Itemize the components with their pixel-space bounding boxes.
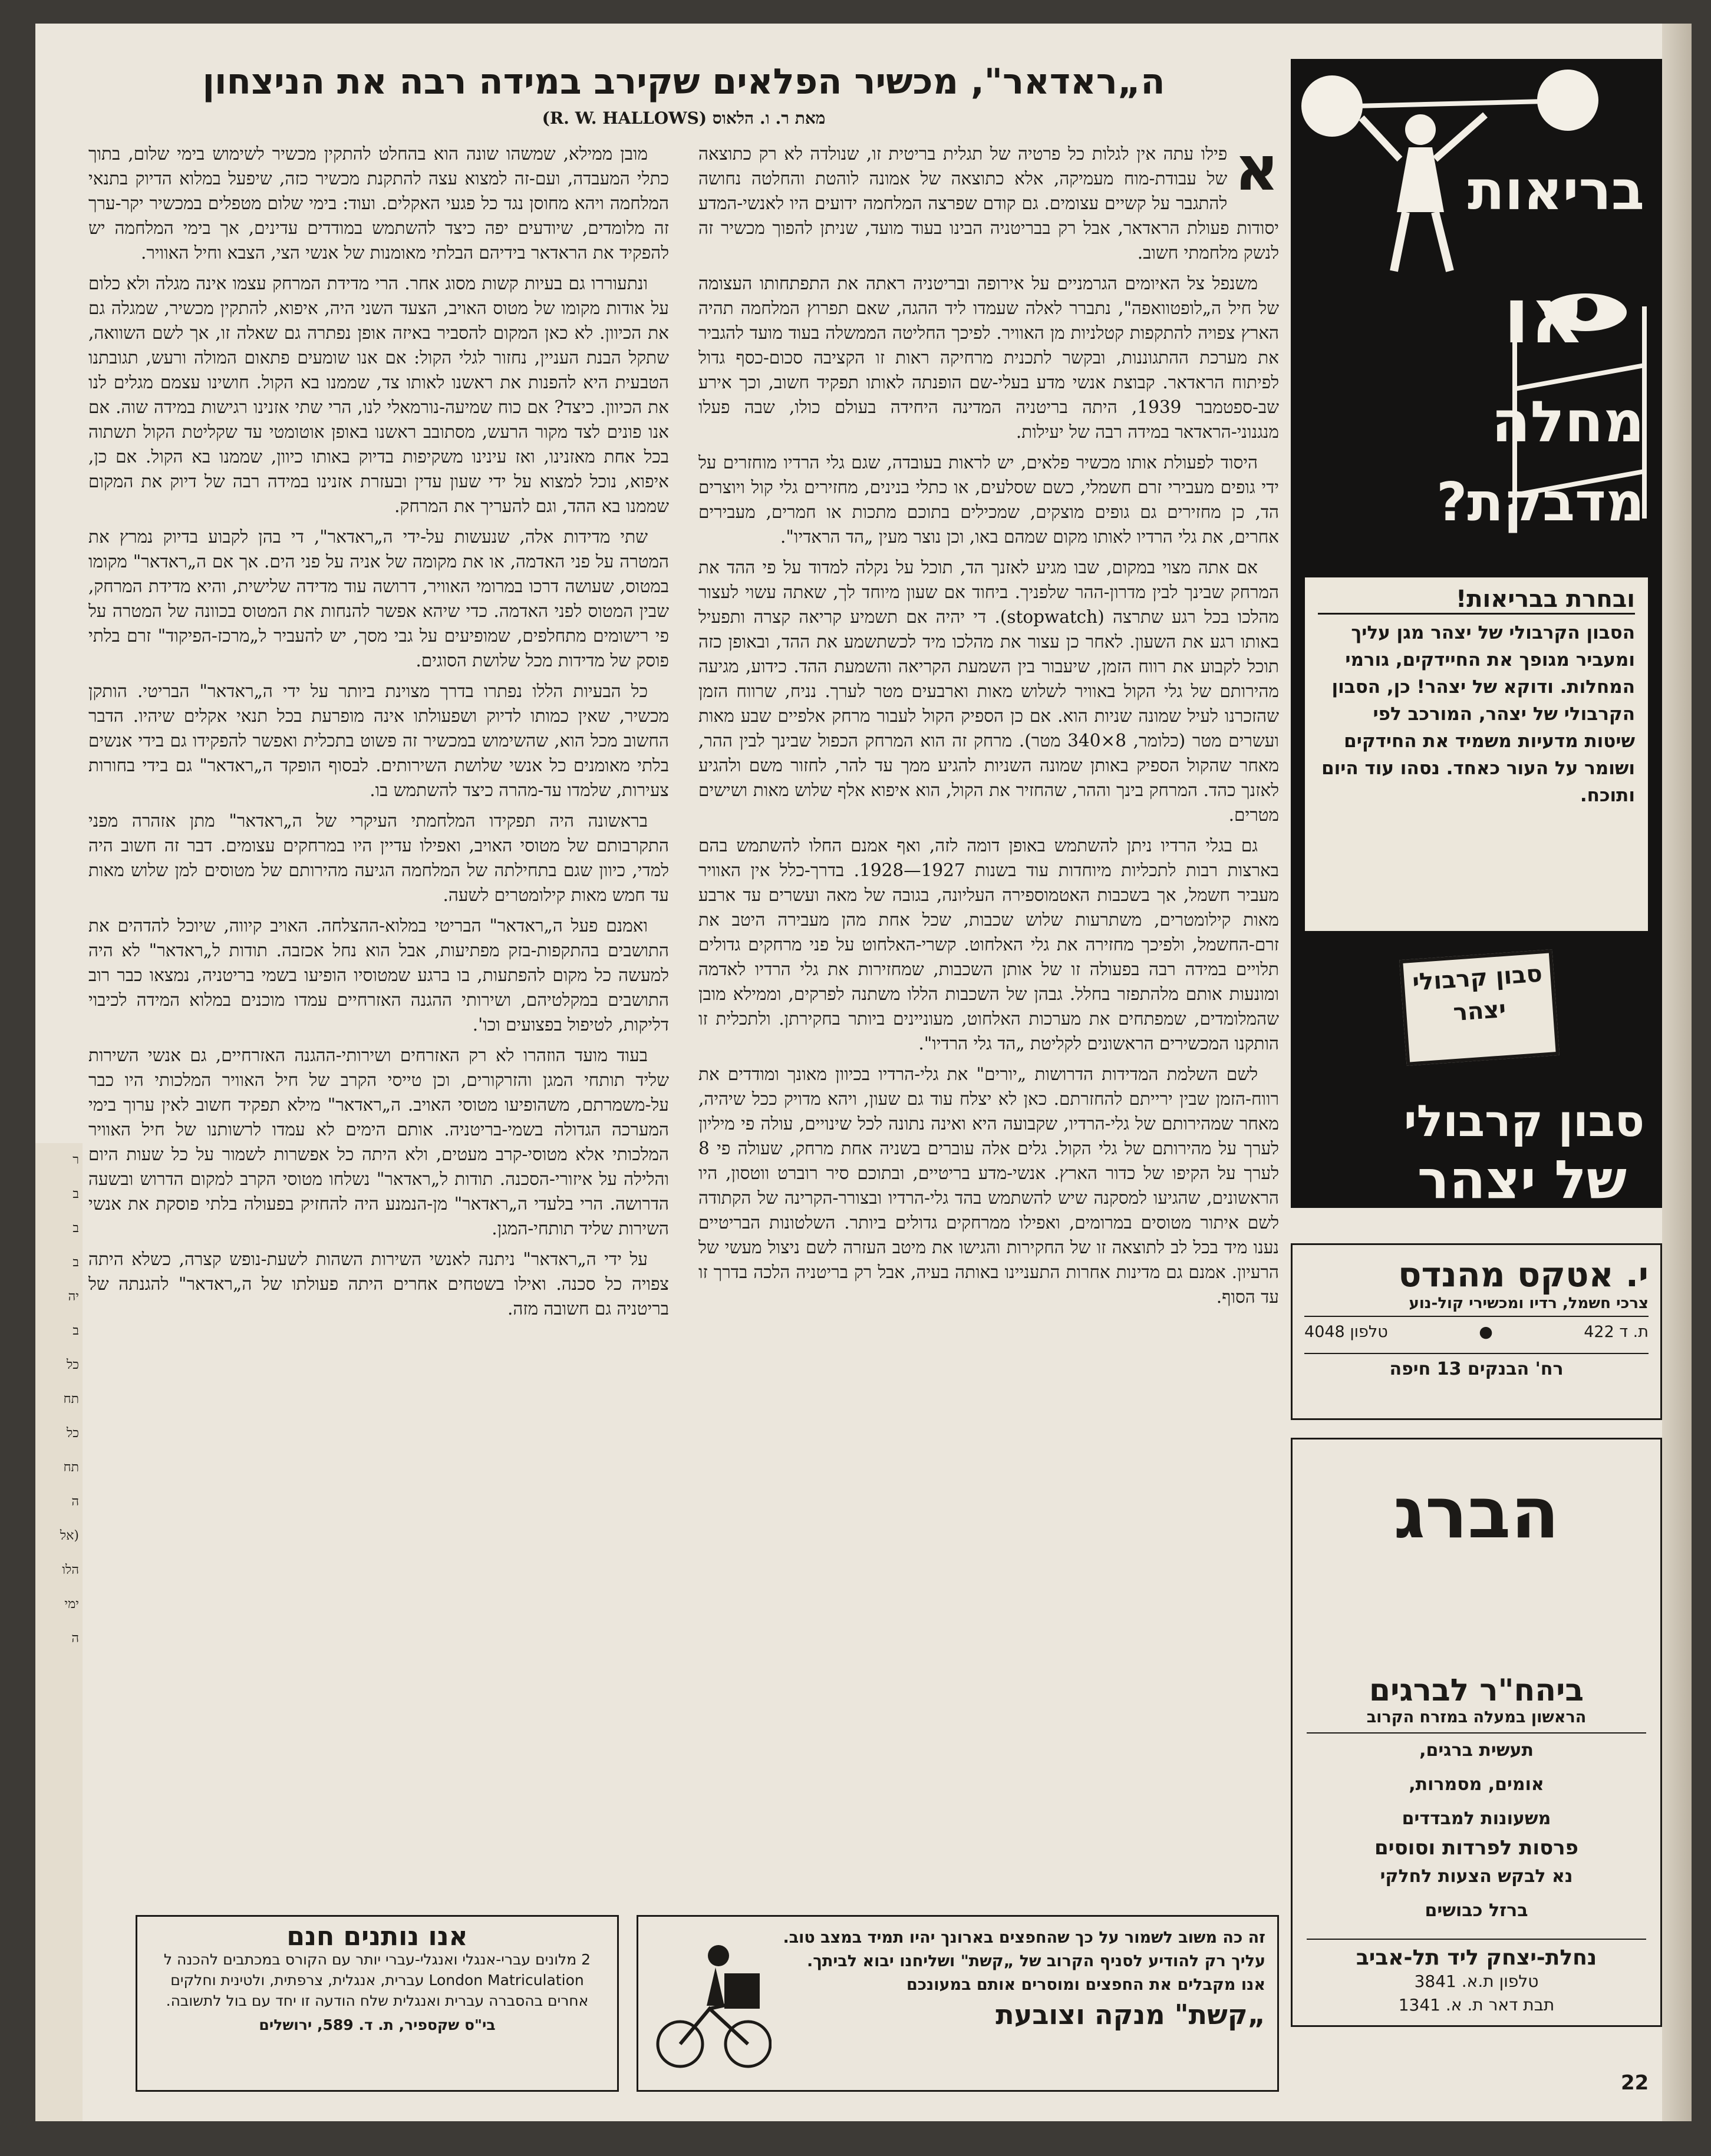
atex-services: צרכי חשמל, רדיו ומכשירי קול-נוע xyxy=(1304,1295,1649,1317)
soap-headline-3: מחלה xyxy=(1491,389,1644,455)
atex-pobox: ת. ד 422 xyxy=(1584,1323,1649,1341)
offer-title: אנו נותנים חנם xyxy=(286,1921,468,1952)
margin-fragment: כל xyxy=(66,1358,79,1372)
soap-headline-4: מדבקת? xyxy=(1436,471,1644,533)
drop-cap: א xyxy=(1234,141,1279,204)
article-paragraph: פילו עתה אין לגלות כל פרטיה של תגלית בריטית זו, שנולדה לא רק כתוצאה של עבודת-מוח מעמיקה, אלא כתוצאה של אמונה לוהטת והחלטה נחושה להתגבר על קשיים עצומים. גם קודם שפרצה המלחמה ידועים היו לאנשי-המדע יסודות פעולת הראדאר, אבל רק בבריטניה הבינו בעוד מועד, שניתן להפוך מכשיר זה לנשק מלחמתי חשוב. xyxy=(698,144,1279,263)
ads-sidebar xyxy=(1291,59,1662,2062)
soap-brand-line-1: סבון קרבולי xyxy=(1403,1096,1644,1147)
bullet-icon: ● xyxy=(1479,1323,1493,1341)
keshet-cleaners-ad xyxy=(637,1915,1279,2092)
soap-headline-1: בריאות xyxy=(1468,159,1644,222)
soap-box-title: ובחרת בבריאות! xyxy=(1318,586,1635,615)
column-left xyxy=(88,141,669,1944)
article-paragraph: היסוד לפעולת אותו מכשיר פלאים, יש לראות בעובדה, שגם גלי הרדיו מוחזרים על ידי גופים מעבירי זרם חשמלי, כשם שסלעים, או כתלי בנינים, מחזירים גלי קול ויוצרים הד, כן מחזירים גם גופים מוצקים, שמכילים בתוכם מתכות או חמרים, מעבירים אחרים, את גלי הרדיו לאותו מקום שמהם באו, וכן נוצר מעין „הד הראדיו". xyxy=(698,453,1279,547)
article-paragraph: בעוד מועד הוזהרו לא רק האזרחים ושירותי-ההגנה האזרחיים, גם אנשי השירות שליד תותחי המגן והזרקורים, וכן טייסי הקרב של חיל האוויר המלכותי היו כבר על-משמרתם, משהופיעו מטוסי האויב. ה„ראדאר" מילא תפקיד חשוב לאין ערוך בימי המערכה הגדולה בשמי-בריטניה. אותם הימים לא עמדו לרשותנו של חיל האוויר המלכותי אלא מטוסי-קרב מעטים, ולא היתה כל אפשרות לשמור על כל שעות היום והלילה על איזורי-הסכנה. תודות ל„ראדאר" נשלחו מטוסי הקרב למקום הדרוש ובשעה הדרושה. הרי בלעדי ה„ראדאר" מן-הנמנע היה להחזיק בפעולה בלתי פוסקת את אנשי השירות שליד תותחי-המגן. xyxy=(88,1045,669,1239)
headline: ה„ראדאר", מכשיר הפלאים שקירב במידה רבה את הניצחון xyxy=(202,61,1165,103)
atex-engineer-ad xyxy=(1291,1243,1662,1420)
column-right xyxy=(698,141,1279,1944)
bergi-address: נחלת-יצחק ליד תל-אביב xyxy=(1307,1939,1646,1970)
bergi-line-5: נא לבקש הצעות לחלקי xyxy=(1380,1866,1573,1887)
page-edge xyxy=(1662,24,1692,2121)
atex-address: רח' הבנקים 13 חיפה xyxy=(1304,1353,1649,1379)
bergi-phone: טלפון ת.א. 3841 xyxy=(1414,1972,1539,1991)
soap-copy-box xyxy=(1305,577,1648,931)
margin-fragment: (אל xyxy=(60,1528,79,1543)
soap-headline-2: או xyxy=(1503,271,1585,361)
keshet-slogan: „קשת" מנקה וצובעת xyxy=(995,1999,1265,2030)
article-paragraph: בראשונה היה תפקידו המלחמתי העיקרי של ה„ראדאר" מתן אזהרה מפני התקרבותם של מטוסי האויב, ואפילו עדיין היו במרחקים עצומים. דבר זה חשוב היה למדי, כיוון שגם בתחילתה של המלחמה הגיעה מהירותם של מטוסים למן שלוש מאות עד חמש מאות קילומטרים לשעה. xyxy=(88,811,669,905)
weightlifter-illustration xyxy=(1291,59,1662,589)
article-paragraph: על ידי ה„ראדאר" ניתנה לאנשי השירות השהות לשעת-נופש קצרה, כשלא היתה צפויה כל סכנה. ואילו בשטחים אחרים היתה פעולתו של ה„ראדאר" להגנתה של בריטניה גם חשובה מזה. xyxy=(88,1249,669,1319)
soap-box-text: הסבון הקרבולי של יצהר מגן עליך ומעביר מגופך את החיידקים, גורמי המחלות. ודוקא של יצהר! כן, הסבון הקרבולי של יצהר, המורכב לפי שיטות מדעיות משמיד את החידקים ושומר על העור כאחד. נסהו עוד היום ותוכח. xyxy=(1321,622,1635,806)
bergi-first: הראשון במעלה במזרח הקרוב xyxy=(1307,1708,1646,1734)
margin-fragment: ר xyxy=(72,1153,79,1167)
article-paragraph: משנפל צל האיומים הגרמניים על אירופה ובריטניה ראתה את התפתחותו העצומה של חיל ה„לופטוואפה", נתברר לאלה שעמדו ליד ההגה, שאם תפרוץ המלחמה תהיה הארץ צפויה להתקפות קטלניות מן האוויר. לפיכך החליטה הממשלה בעוד מועד להגביר את מערכת ההתגוננות, ובקשר לתכנית מרחיקה ראות זו הקציבה סכום-כסף גדול לפיתוח הראדאר. קבוצת אנשי מדע בעלי-שם הופנתה לאותו תפקיד חשוב, וכך אירע שב-ספטמבר 1939, היתה בריטניה המדינה היחידה בעולם כולו, שבה פעלו מנגנוני-הראדאר במידה רבה של יעילות. xyxy=(698,273,1279,442)
byline: מאת ר. ו. הלאוס (R. W. HALLOWS) xyxy=(542,108,826,128)
margin-fragment: ב xyxy=(72,1255,79,1270)
carbolic-soap-ad xyxy=(1291,59,1662,1211)
magazine-page xyxy=(35,24,1692,2121)
keshet-text: זה כה משוב לשמור על כך שהחפצים בארונך יהיו תמיד במצב טוב. עליך רק להודיע לסניף הקרוב של „קשת" ושליחנו יבוא לביתך. אנו מקבלים את החפצים ומוסרים אותם במעונכם xyxy=(783,1929,1265,1994)
offer-text: 2 מלונים עברי-אנגלי ואנגלי-עברי יותר עם הקורס במכתבים להכנה ל London Matriculation עברית, אנגלית, צרפתית, ולטינית וחלקים אחרים בהסברה עברית ואנגלית שלח הודעה זו יחד עם בול לתשובה. xyxy=(163,1951,591,2009)
margin-fragment: כל xyxy=(66,1426,79,1441)
margin-fragment: תח xyxy=(63,1460,79,1475)
bergi-logo: הברג xyxy=(1393,1472,1560,1554)
bergi-line-2: אומים, מסמרות, xyxy=(1409,1774,1544,1795)
margin-fragment: ה xyxy=(71,1494,79,1509)
article-paragraph: אם אתה מצוי במקום, שבו מגיע לאזנך הד, תוכל על נקלה למדוד על פי ההד את המרחק שבינך לבין מדרון-ההר שלפניך. ביחוד אם שעון מיוחד לך, שאתה עשוי לעצור מהלכו בכל רגע שתרצה (stopwatch). די יהיה אם תשמיע קריאה קצרה ותפעיל באותו רגע את השעון. לאחר כן עצור את מהלכו מיד לכשתשמע את ההד, ובאופן כזה תוכל לקבוע את רווח הזמן, שיעבור בין השמעת הקריאה והשמעת ההד. כידוע, מגיעה מהירותם של גלי הקול באוויר לשלוש מאות וארבעים מטר לערך. נניח, שרווח הזמן שהזכרנו לעיל שמונה שניות הוא. אם כן הספיק הקול לעבור מרחק אלפיים שבע מאות ועשרים מטר (כלומר, 8×340 מטר). מרחק זה הוא המרחק הכפול שבינך לבין ההר, מאחר שהקול הספיק באותן שמונה השניות להגיע ממך עד להר, לחזור משם ולהגיע לאזנך כהד. המרחק בינך וההר, שהחזיר את הקול, הוא איפוא אלף שלוש מאות ושישים מטרים. xyxy=(698,557,1279,825)
article-paragraph: ונתעוררו גם בעיות קשות מסוג אחר. הרי מדידת המרחק עצמו אינה מגלה ולא כלום על אודות מקומו של מטוס האויב, הצעד השני היה, איפוא, להתקין מכשיר, שמגלה גם את הכיוון. לא כאן המקום להסביר באיזה אופן נפתרה גם שאלה זו, אך לשם השוואה, שתקל הבנת העניין, נחזור לגלי הקול: אם אנו שומעים פתאום המולה ורעש, תגובתנו הטבעית היא להפנות את ראשנו לאותו צד, שממנו בא הקול. חושינו עצמם מגלים לנו את הכיוון. כיצד? אם כוח שמיעה-נורמאלי לנו, הרי שתי אזנינו רגישות במידה שוה. אם אנו פונים לצד מקור הרעש, מסתובב ראשנו באופן אוטומטי עד שקליטת הקול תשתוה בכל אחת מאזנינו, ואז עינינו משקיפות בדיוק באותו כיוון, שממנו בא הקול. אם כן, איפוא, נוכל למצוא על ידי שעון עדין ובעזרת אזנינו במידה רבה של דיוק את המקום שממנו בא ההד, וגם להעריך את המרחק. xyxy=(88,273,669,516)
bergi-pobox: תבת דאר ת. א. 1341 xyxy=(1398,1995,1555,2015)
soap-brand-line-2: של יצהר xyxy=(1417,1149,1627,1211)
dictionary-offer-ad xyxy=(136,1915,619,2092)
article-paragraph: מובן ממילא, שמשהו שונה הוא בהחלט להתקין מכשיר לשימוש בימי שלום, בתוך כתלי המעבדה, ועם-זה למצוא עצה להתקנת מכשיר כזה, שיפעל במלוא הדיוק בתנאי המלחמה ויהא מחוסן נגד כל פגעי האקלים. ועוד: בימי שלום מטפלים במכשיר יקר-ערך זה מלומדים, שיודעים יפה כיצד להשתמש במודדים עדינים, אך בימי המלחמה יש להפקיד את הראדאר בידיהם הבלתי מאומנות של אנשי הצי, הצבא וחיל האוויר. xyxy=(88,144,669,263)
article-paragraph: גם בגלי הרדיו ניתן להשתמש באופן דומה לזה, ואף אמנם החלו להשתמש בהם בארצות רבות לתכליות מיוחדות עוד בשנות 1927—1928. בדרך-כלל אין האוויר מעביר חשמל, אך בשכבות האטמוספירה העליונה, בגובה של מאה ועשרים עד ארבע מאות קילומטרים, משתרעות שלוש שכבות, שכל אחת מהן מעבירה היטב את זרם-החשמל, ולפיכך מחזירה את גלי האלחוט. קשרי-האלחוט על פני מרחקים גדולים תלויים במידה רבה בפעולה זו של אותן השכבות, שמחזירות את גלי הרדיו לאדמה ומונעות אותם מלהתפזר בחלל. גבהן של השכבות הללו משתנה לפרקים, וממילא מובן שהמלומדים, שמפתחים את מערכות האלחוט, מעוניינים ביותר בחקירתן. ולתכלית זו הותקנו המכשירים הראשונים לקליטת „הד גלי הרדיו". xyxy=(698,836,1279,1054)
bergi-line-1: תעשית ברגים, xyxy=(1419,1740,1534,1761)
margin-fragment: תח xyxy=(63,1392,79,1406)
radar-article xyxy=(88,59,1279,1944)
offer-footer: בי"ס שקספיר, ת. ד. 589, ירושלים xyxy=(259,2016,496,2033)
atex-phone: טלפון 4048 xyxy=(1304,1323,1388,1341)
margin-fragment: ה xyxy=(71,1631,79,1646)
page-number: 22 xyxy=(1621,2071,1649,2095)
margin-fragment: ימי xyxy=(64,1597,79,1612)
margin-fragment: ב xyxy=(72,1323,79,1338)
atex-name: י. אטקס מהנדס xyxy=(1398,1254,1649,1295)
soap-bar-label: סבון קרבולי יצהר xyxy=(1399,949,1560,1066)
margin-fragment: יה xyxy=(68,1289,79,1304)
previous-page-margin xyxy=(35,1143,83,2121)
article-paragraph: שתי מדידות אלה, שנעשות על-ידי ה„ראדאר", די בהן לקבוע בדיוק נמרץ את המטרה על פני האדמה, או את מקומה של אניה על פני הים. אך אם ה„ראדאר" מקומו במטוס, שעושה דרכו במרומי האוויר, דרושה עוד מדידה שלישית, והיא מדידת המרחק, שבין המטוס לפני האדמה. כדי שיהא אפשר להנחות את המטוס בכוונה של המטרה על פי רישומים מתחלפים, שמופיעים על גבי מסך, יש להעביר ל„מרכז-הפיקוד" זרם בלתי פוסק של מדידות מכל שלושת הסוגים. xyxy=(88,527,669,671)
margin-fragment: ב xyxy=(72,1187,79,1201)
margin-fragment: הלו xyxy=(62,1563,79,1577)
screw-factory-ad xyxy=(1291,1438,1662,2027)
bergi-line-3: משעונות למבדדים xyxy=(1402,1808,1551,1829)
bergi-line-4: פרסות לפרדות וסוסים xyxy=(1374,1836,1579,1860)
margin-fragment: ב xyxy=(72,1221,79,1236)
article-paragraph: לשם השלמת המדידות הדרושות „יורים" את גלי-הרדיו בכיוון מאונך ומודדים את רווח-הזמן שבין ירייתם להחזרתם. כאן לא יצלח עוד גם שעון, ויהא מדויק ככל שיהיה, מאחר שמהירותם של גלי-הרדיו, שקבועה היא ואינה נתונה לכל שינויים, עולה פי מיליון לערך על מהירותם של גלי הקול. גלים אלה עוברים בשניה אחת מרחק, שעולה פי 8 לערך על הקיפו של כדור הארץ. אנשי-מדע בריטיים, ובתוכם סיר רוברט ווטסון, היו הראשונים, שהגיעו למסקנה שיש להשתמש בהד גלי-הרדיו ובצורר-הקרינה של הקתודה לשם איתור מטוסים במרומים, ואפילו ממרחקים גדולים ביותר. השלטונות הבריטיים נענו מיד בכל לב לתוצאה זו של החקירות והגישו את מיטב העזרה לשם ניצול מעשי של הרעיון. אמנם גם מדינות אחרות התעניינו באותה בעיה, אבל רק בריטניה הלכה בדרך זו עד הסוף. xyxy=(698,1064,1279,1307)
bottom-ads xyxy=(136,1915,1279,2092)
bergi-line-6: ברזל כבושים xyxy=(1425,1900,1528,1921)
cyclist-icon xyxy=(654,1938,772,2074)
article-paragraph: כל הבעיות הללו נפתרו בדרך מצוינת ביותר על ידי ה„ראדאר" הבריטי. הותקן מכשיר, שאין כמותו לדיוק ושפעולתו אינה מופרעת בכל תנאי אקלים שיהיו. הדבר החשוב מכל הוא, שהשימוש במכשיר זה פשוט בתכלית ואפשר להפקידו גם בידי אנשים בלתי מאומנים כל אנשי שלושת השירותים. לבסוף הופקד ה„ראדאר" גם בידי בחורות צעירות, שלמדו עד-מהרה כיצד להשתמש בו. xyxy=(88,681,669,800)
article-paragraph: ואמנם פעל ה„ראדאר" הבריטי במלוא-ההצלחה. האויב קיווה, שיוכל להדהים את התושבים בהתקפות-בזק מפתיעות, אבל הוא נחל אכזבה. תודות ל„ראדאר" לא היה למעשה כל מקום להפתעות, בו ברגע שמטוסיו הופיעו בשמי בריטניה, נמצאו כבר רוב התושבים במקלטיהם, ושירותי ההגנה האזרחיים עמדו מוכנים במלוא המידה לכיבוי דליקות, לטיפול בפצועים וכו'. xyxy=(88,916,669,1035)
bergi-tagline: ביהח"ר לברגים xyxy=(1369,1673,1584,1708)
